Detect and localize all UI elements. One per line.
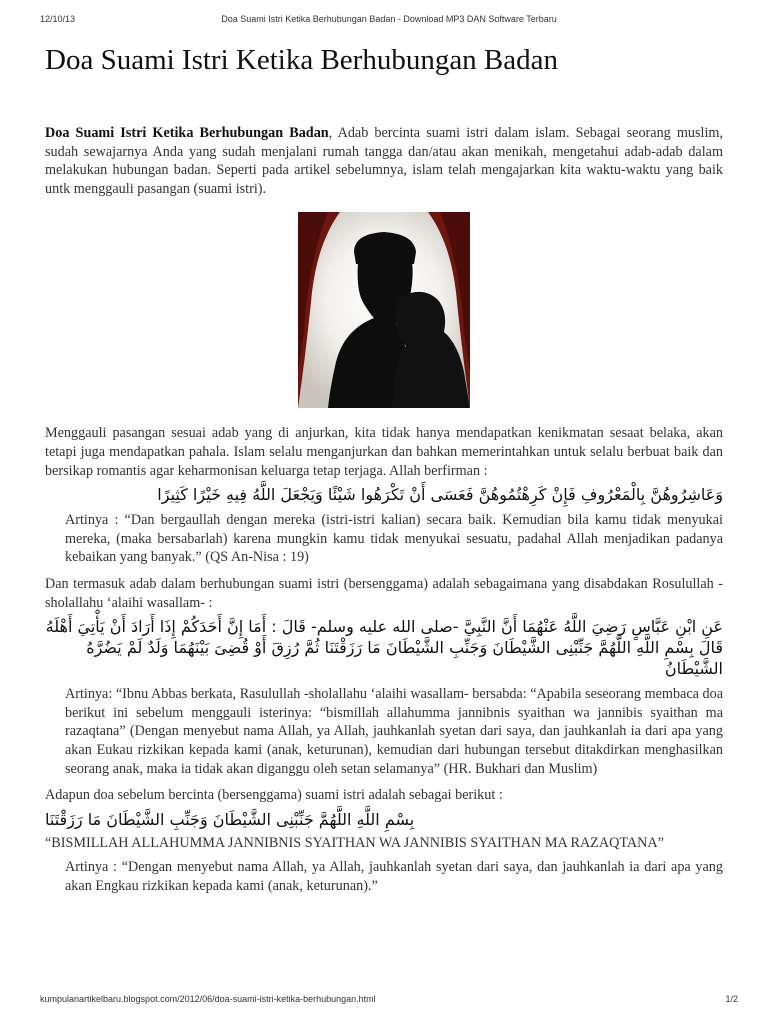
intro-paragraph [45,124,723,198]
quote-hadith-translation: Artinya: “Ibnu Abbas berkata, Rasulullah -sholallahu ‘alaihi wasallam- bersabda: “Apabila seseorang membaca doa berikut ini sebelum menggauli isterinya: “bismillah allahumma jannibnis syaithan wa jannibis syaithan ma razaqtana” (Dengan menyebut nama Allah, ya Allah, jauhkanlah syetan dari saya, dan jauhkanlah ia dari apa yang akan Eukau rizkikan kepada kami (anak, keturunan), kemudian dari hubungan tersebut ditakdirkan menghasilkan seorang anak, maka ia tidak akan diganggu oleh setan selamanya” (HR. Bukhari dan Muslim) [65,686,723,777]
print-page-title: Doa Suami Istri Ketika Berhubungan Badan - Download MP3 DAN Software Terbaru [221,14,557,24]
arabic-verse-an-nisa: وَعَاشِرُوهُنَّ بِالْمَعْرُوفِ فَإِنْ كَرِهْتُمُوهُنَّ فَعَسَى أَنْ تَكْرَهُوا شَيْئًا وَيَجْعَلَ اللَّهُ فِيهِ خَيْرًا كَثِيرًا [157,485,723,505]
arabic-hadith: عَنِ ابْنِ عَبَّاسٍ رَضِيَ اللَّهُ عَنْهُمَا أَنَّ النَّبِيَّ -صلى الله عليه وسلم- قَالَ : أَمَا إِنَّ أَحَدَكُمْ إِذَا أَرَادَ أَنْ يَأْتِيَ أَهْلَهُ قَالَ بِسْمِ اللَّهِ اللَّهُمَّ جَنِّبْنِى الشَّيْطَانَ وَجَنِّبِ الشَّيْطَانَ مَا رَزَقْتَنَا ثُمَّ رُزِقَ أَوْ قُضِىَ بَيْنَهُمَا وَلَدٌ لَمْ يَضُرَّهُ الشَّيْطَانُ [45,617,723,679]
intro-bold-title: Doa Suami Istri Ketika Berhubungan Badan [45,125,329,141]
intro-text: , Adab bercinta suami istri dalam islam. Sebagai seorang muslim, sudah sewajarnya Anda yang sudah menjalani rumah tangga dan/atau akan menikah, mengetahui adab-adab dalam melakukan hubungan badan. Seperti pada artikel sebelumnya, islam telah mengajarkan kita waktu-waktu yang baik untk menggauli pasangan (suami istri). [45,125,724,197]
print-footer [40,994,738,1008]
latin-doa: “BISMILLAH ALLAHUMMA JANNIBNIS SYAITHAN WA JANNIBIS SYAITHAN MA RAZAQTANA” [45,834,664,851]
quote-doa-translation: Artinya : “Dengan menyebut nama Allah, ya Allah, jauhkanlah syetan dari saya, dan jauhkanlah ia dari apa yang akan Engkau rizkikan kepada kami (anak, keturunan).” [65,859,723,894]
couple-silhouette-image [298,212,470,408]
print-date: 12/10/13 [40,14,76,24]
paragraph-3: Dan termasuk adab dalam berhubungan suami istri (bersenggama) adalah sebagaimana yang disabdakan Rosulullah -sholallahu ‘alaihi wasallam- : [45,575,723,611]
article [45,42,723,895]
print-header [40,14,738,28]
arabic-doa: بِسْمِ اللَّهِ اللَّهُمَّ جَنِّبْنِى الشَّيْطَانَ وَجَنِّبِ الشَّيْطَانَ مَا رَزَقْتَنَا [45,809,415,829]
article-title: Doa Suami Istri Ketika Berhubungan Badan [45,44,559,76]
paragraph-2: Menggauli pasangan sesuai adab yang di anjurkan, kita tidak hanya mendapatkan kenikmatan sesaat belaka, akan tetapi juga mendapatkan pahala. Islam selalu menganjurkan dan bahkan memerintahkan untuk selalu berbuat baik dan bersikap romantis agar keharmonisan keluarga tetap terjaga. Allah berfirman : [45,425,723,479]
quote-an-nisa-translation: Artinya : “Dan bergaullah dengan mereka (istri-istri kalian) secara baik. Kemudian bila kamu tidak menyukai mereka, (maka bersabarlah) karena mungkin kamu tidak menyukai sesuatu, padahal Allah menjadikan padanya kebaikan yang banyak.” (QS An-Nisa : 19) [65,512,723,566]
print-url: kumpulanartikelbaru.blogspot.com/2012/06/doa-suami-istri-ketika-berhubungan.html [40,994,376,1004]
paragraph-4: Adapun doa sebelum bercinta (bersenggama) suami istri adalah sebagai berikut : [45,787,503,804]
print-page-number: 1/2 [725,994,738,1004]
